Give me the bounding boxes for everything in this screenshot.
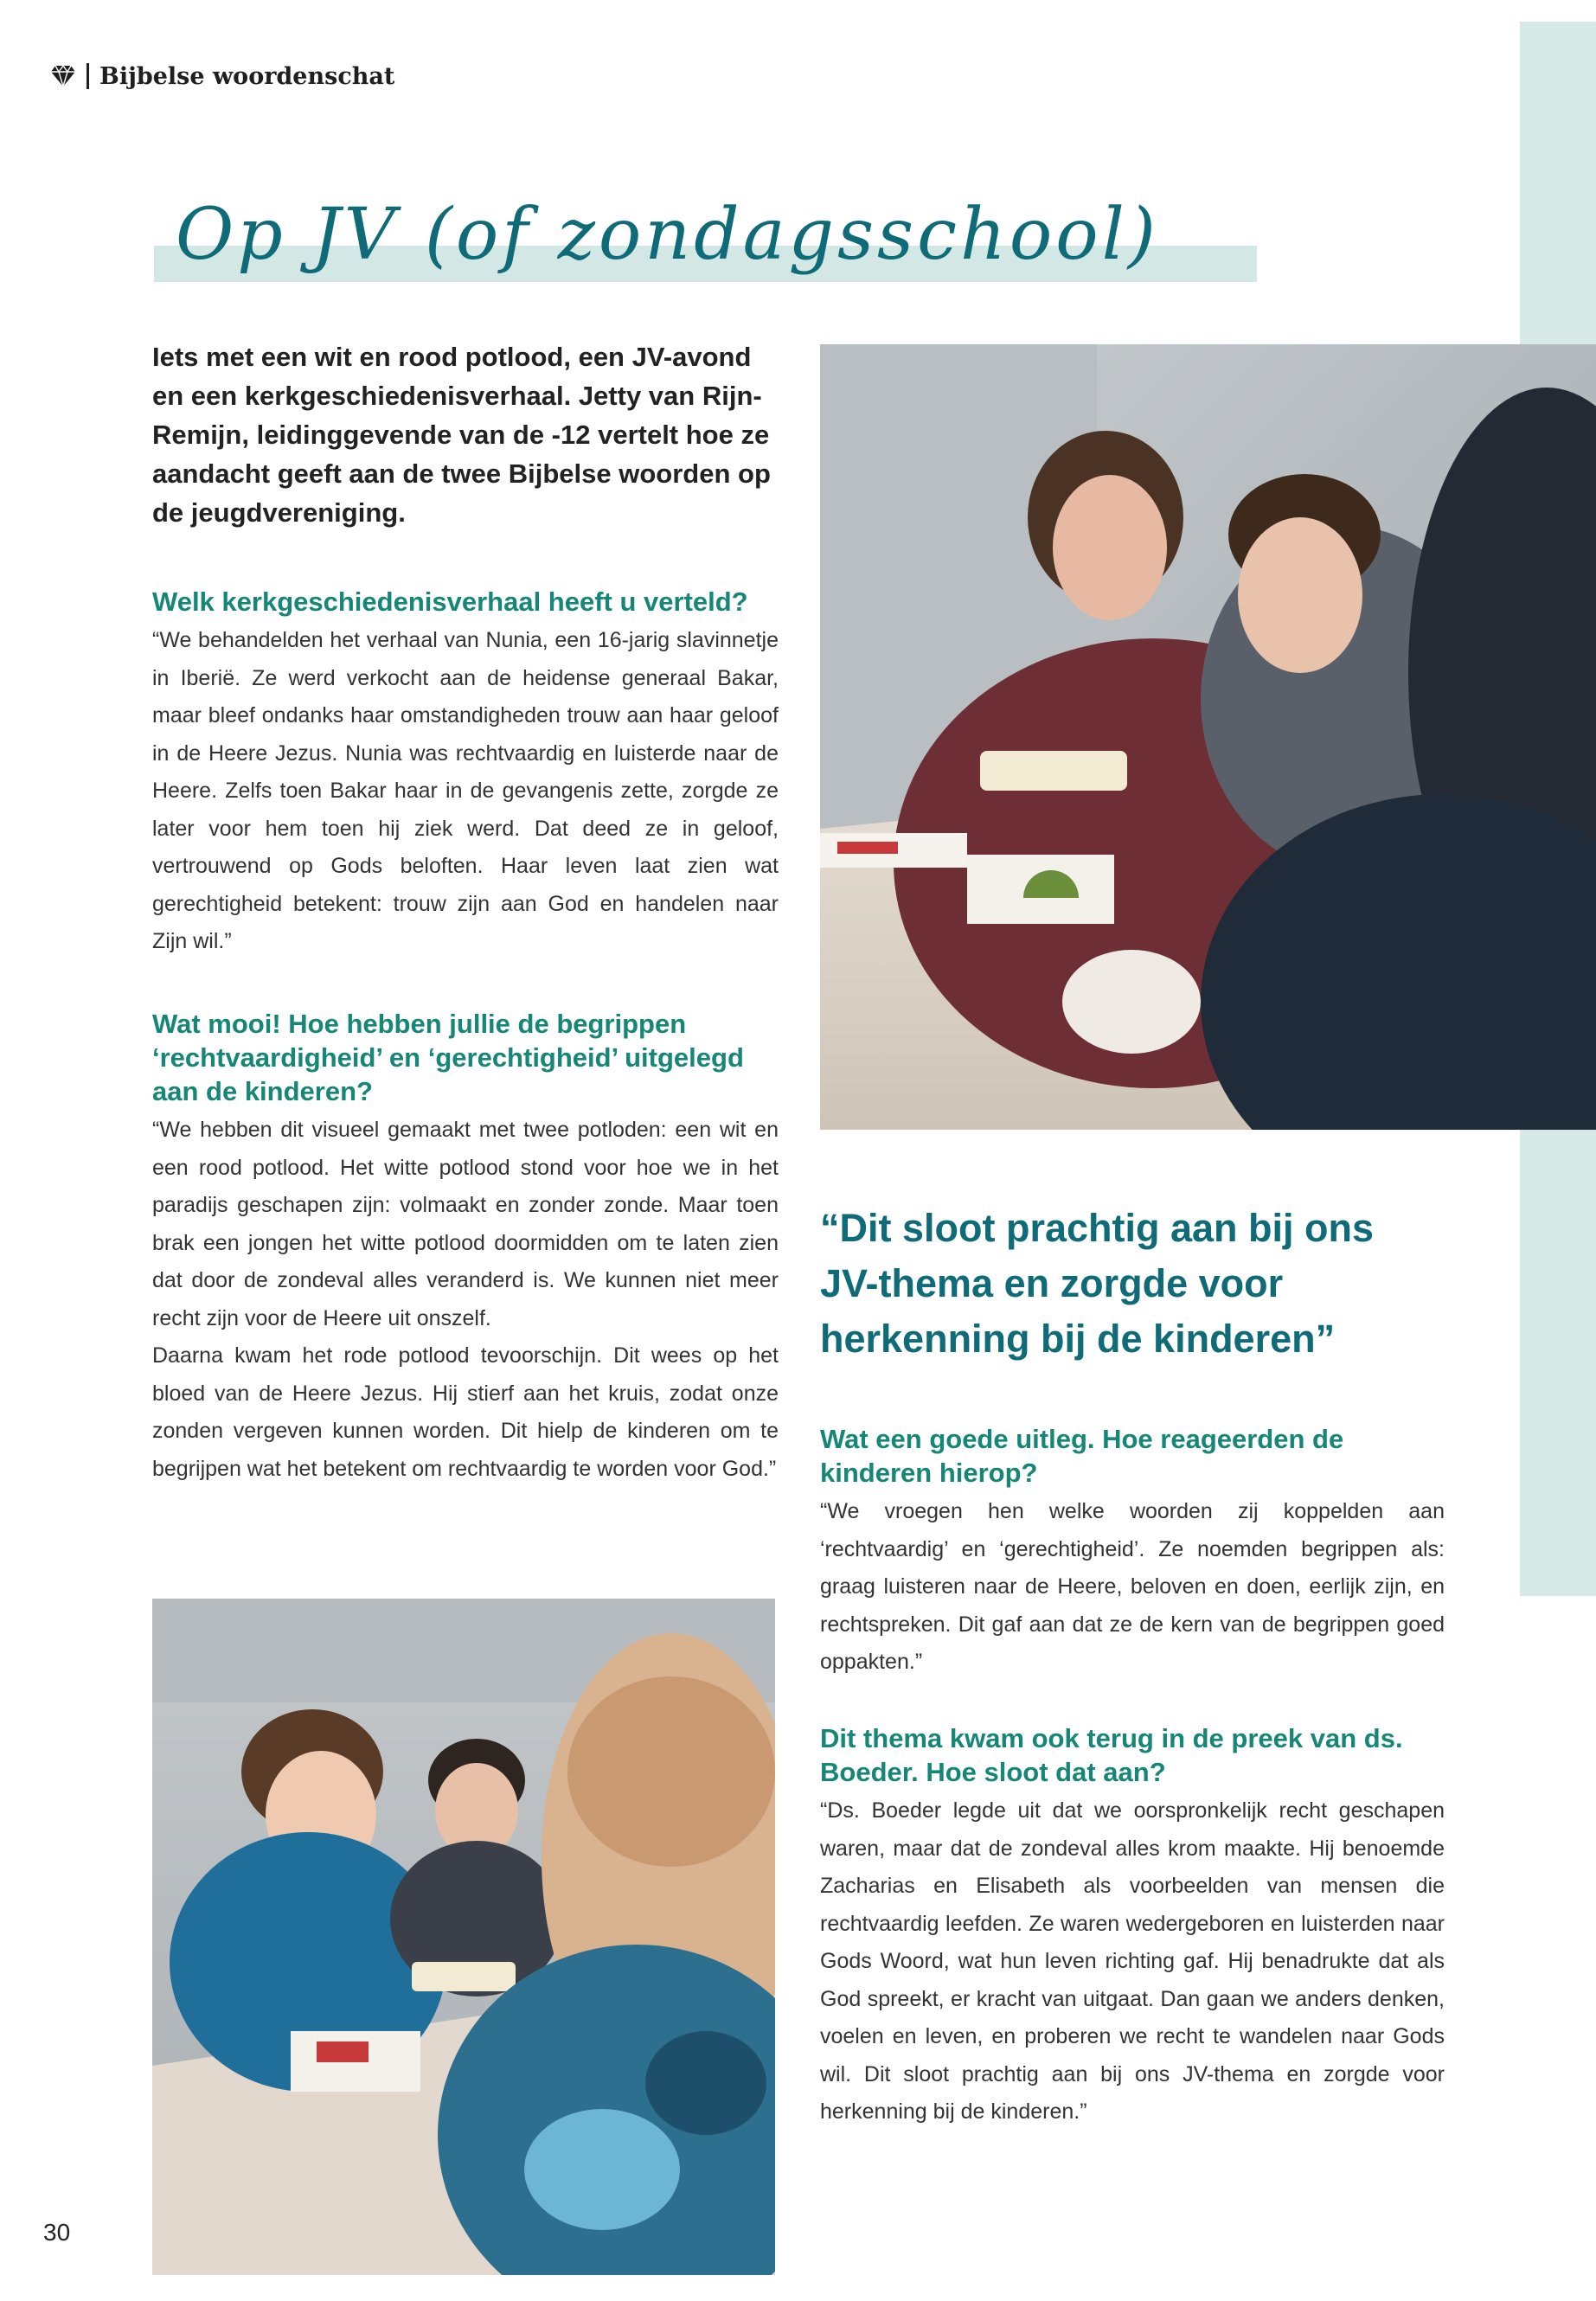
answer-2: “We hebben dit visueel gemaakt met twee potloden: een wit en een rood potlood. Het witte potlood stond voor hoe we in het paradijs geschapen zijn: volmaakt en zonder zonde. Maar toen brak een jongen het witte potlood doormidden om te laten zien dat door de zondeval alles veranderd is. We kunnen niet meer recht zijn voor de Heere uit onszelf. [152, 1118, 779, 1330]
qa-block-2 [152, 1007, 779, 1488]
pull-quote: “Dit sloot prachtig aan bij ons JV-thema en zorgde voor herkenning bij de kinderen” [820, 1206, 1375, 1361]
question-2: Wat mooi! Hoe hebben jullie de begrippen ‘rechtvaardigheid’ en ‘gerechtigheid’ uitgelegd aan de kinderen? [152, 1009, 744, 1106]
page-number: 30 [43, 2219, 71, 2246]
photo-leader-with-children [820, 344, 1596, 1130]
answer-4: “Ds. Boeder legde uit dat we oorspronkelijk recht geschapen waren, maar dat de zondeval alles krom maakte. Hij benoemde Zacharias en Elisabeth als voorbeelden van mensen die rechtvaardig leefden. Ze waren wedergeboren en luisterden naar Gods Woord, wat hun leven richting gaf. Hij benadrukte dat als God spreekt, er kracht van uitgaat. Dan gaan we anders denken, voelen en leven, en proberen we recht te wandelen naar Gods wil. Dit sloot prachtig aan bij ons JV-thema en zorgde voor herkenning bij de kinderen.” [820, 1798, 1445, 2124]
question-4: Dit thema kwam ook terug in de preek van ds. Boeder. Hoe sloot dat aan? [820, 1723, 1403, 1787]
question-1: Welk kerkgeschiedenisverhaal heeft u verteld? [152, 586, 748, 617]
answer-1: “We behandelden het verhaal van Nunia, een 16-jarig slavinnetje in Iberië. Ze werd verkocht aan de heidense generaal Bakar, maar bleef ondanks haar omstandigheden trouw aan haar geloof in de Heere Jezus. Nunia was rechtvaardig en luisterde naar de Heere. Zelfs toen Bakar haar in de gevangenis zette, zorgde ze later voor hem toen hij ziek werd. Dat deed ze in geloof, vertrouwend op Gods beloften. Haar leven laat zien wat gerechtigheid betekent: trouw zijn aan God en handelen naar Zijn wil.” [152, 628, 779, 953]
intro-paragraph: Iets met een wit en rood potlood, een JV-avond en een kerkgeschiedenisverhaal. Jetty van Rijn-Remijn, leidinggevende van de -12 vertelt hoe ze aandacht geeft aan de twee Bijbelse woorden op de jeugdvereniging. [152, 342, 771, 528]
section-label: Bijbelse woordenschat [99, 62, 395, 90]
qa-block-1 [152, 585, 779, 961]
answer-2-continued: Daarna kwam het rode potlood tevoorschijn. Dit wees op het bloed van de Heere Jezus. Hij stierf aan het kruis, zodat onze zonden vergeven kunnen worden. Dit hielp de kinderen om te begrijpen wat het betekent om rechtvaardig te worden voor God.” [152, 1343, 779, 1481]
answer-3: “We vroegen hen welke woorden zij koppelden aan ‘rechtvaardig’ en ‘gerechtigheid’. Ze noemden begrippen als: graag luisteren naar de Heere, beloven en doen, eerlijk zijn, en rechtspreken. Dit gaf aan dat ze de kern van de begrippen goed oppakten.” [820, 1499, 1445, 1674]
title-block [154, 192, 1257, 279]
section-header [50, 59, 394, 93]
header-separator [87, 63, 89, 89]
diamond-icon [50, 65, 76, 87]
photo-children-at-table [152, 1599, 775, 2275]
qa-block-4 [820, 1721, 1445, 2131]
page-title: Op JV (of zondagsschool) [176, 194, 1159, 276]
question-3: Wat een goede uitleg. Hoe reageerden de kinderen hierop? [820, 1424, 1344, 1488]
qa-block-3 [820, 1422, 1445, 1682]
